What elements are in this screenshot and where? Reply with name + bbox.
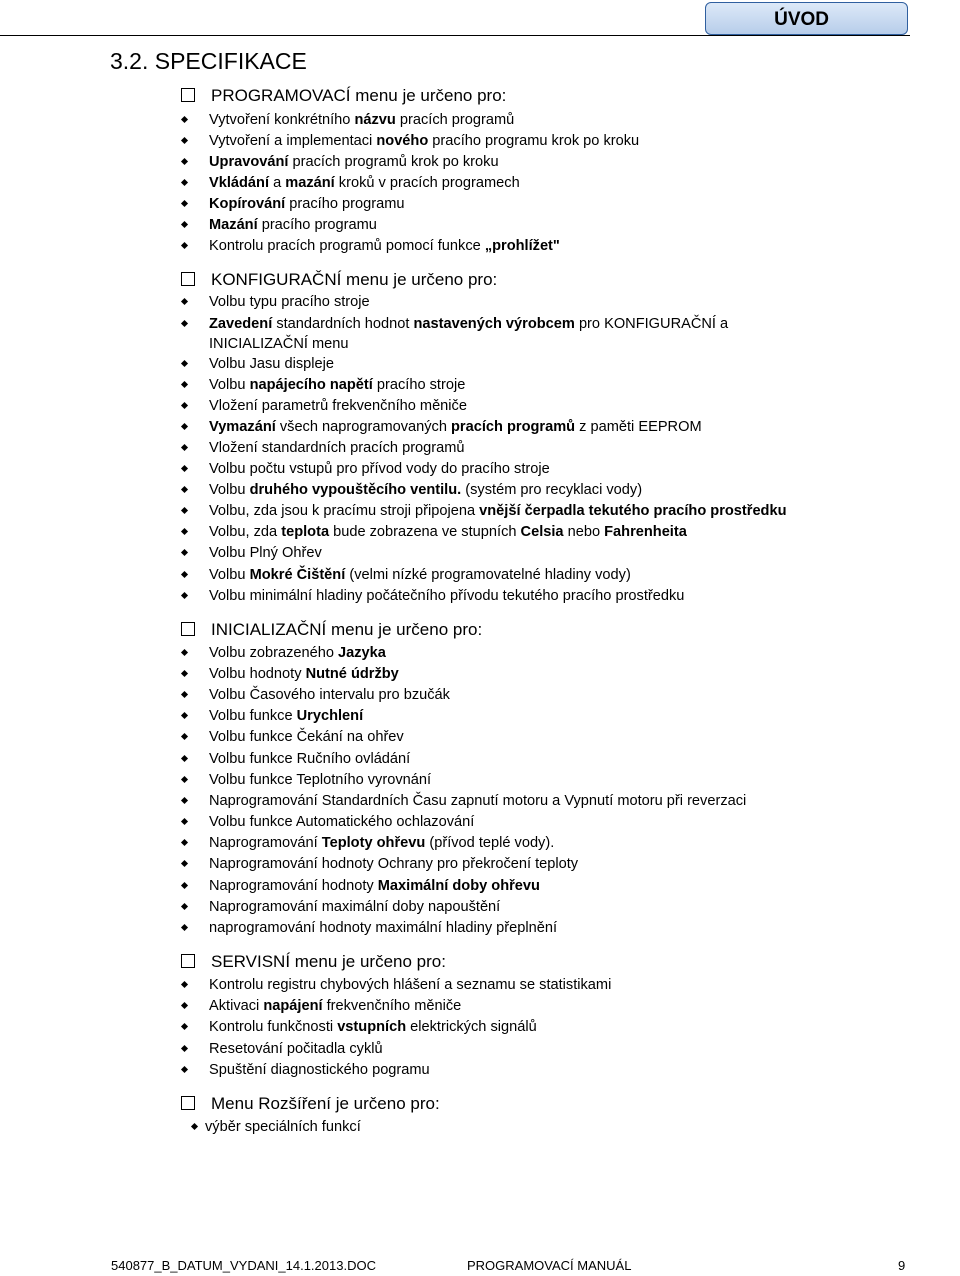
- list-item: [209, 918, 557, 938]
- footer-filename: 540877_B_DATUM_VYDANI_14.1.2013.DOC: [111, 1258, 376, 1273]
- diamond-bullet-icon: [181, 712, 188, 719]
- diamond-bullet-icon: [181, 549, 188, 556]
- text-segment: z paměti EEPROM: [575, 419, 702, 435]
- text-segment: Vložení parametrů frekvenčního měniče: [209, 398, 467, 414]
- list-item: [209, 664, 399, 684]
- text-segment: (velmi nízké programovatelné hladiny vody): [345, 567, 631, 583]
- text-segment: naprogramování hodnoty maximální hladiny přeplnění: [209, 920, 558, 936]
- checkbox-outline-icon: [181, 954, 195, 968]
- list-item: [209, 314, 728, 354]
- diamond-bullet-icon: [181, 444, 188, 451]
- diamond-bullet-icon: [181, 507, 188, 514]
- diamond-bullet-icon: [181, 116, 188, 123]
- bold-text-segment: mazání: [285, 175, 335, 191]
- list-item: [209, 1039, 383, 1059]
- text-segment: Naprogramování maximální doby napouštění: [209, 899, 501, 915]
- text-segment: pracího stroje: [372, 377, 466, 393]
- bold-text-segment: vstupních: [337, 1019, 407, 1035]
- list-item: [209, 173, 520, 193]
- diamond-bullet-icon: [181, 360, 188, 367]
- list-item: [209, 396, 467, 416]
- diamond-bullet-icon: [181, 200, 188, 207]
- diamond-bullet-icon: [181, 860, 188, 867]
- section-title-label: KONFIGURAČNÍ menu je určeno pro:: [211, 270, 498, 289]
- list-item: [209, 854, 578, 874]
- text-segment: pracího programu krok po kroku: [428, 133, 640, 149]
- section-title-rozsireni: [181, 1092, 440, 1116]
- text-segment: Volbu Plný Ohřev: [209, 545, 322, 561]
- diamond-bullet-icon: [181, 221, 188, 228]
- text-segment: (přívod teplé vody).: [425, 835, 555, 851]
- bold-text-segment: názvu: [354, 112, 396, 128]
- text-segment: Volbu funkce Automatického ochlazování: [209, 814, 475, 830]
- diamond-bullet-icon: [181, 670, 188, 677]
- text-segment: Volbu, zda jsou k pracímu stroji připojena: [209, 503, 480, 519]
- list-item: [209, 643, 386, 663]
- diamond-bullet-icon: [181, 486, 188, 493]
- list-item: [209, 706, 363, 726]
- bold-text-segment: Mazání: [209, 217, 258, 233]
- diamond-bullet-icon: [181, 465, 188, 472]
- list-item: [209, 1060, 430, 1080]
- text-segment: Volbu Časového intervalu pro bzučák: [209, 687, 450, 703]
- diamond-bullet-icon: [181, 776, 188, 783]
- section-tab-uvod: ÚVOD: [705, 2, 908, 35]
- diamond-bullet-icon: [181, 1045, 188, 1052]
- checkbox-outline-icon: [181, 88, 195, 102]
- text-segment: Volbu hodnoty: [209, 666, 306, 682]
- list-item: [209, 770, 431, 790]
- bold-text-segment: Zavedení: [209, 316, 273, 332]
- text-segment: pro KONFIGURAČNÍ a: [574, 316, 729, 332]
- text-segment: Spuštění diagnostického pogramu: [209, 1062, 430, 1078]
- checkbox-outline-icon: [181, 272, 195, 286]
- text-segment: Naprogramování: [209, 835, 322, 851]
- text-segment: Kontrolu pracích programů pomocí funkce: [209, 238, 485, 254]
- section-title-label: PROGRAMOVACÍ menu je určeno pro:: [211, 86, 507, 105]
- list-item: [209, 749, 410, 769]
- text-segment: Volbu: [209, 377, 250, 393]
- text-segment: výběr speciálních funkcí: [205, 1119, 361, 1135]
- list-item: [209, 152, 499, 172]
- text-segment: Volbu minimální hladiny počátečního přívodu tekutého pracího prostředku: [209, 588, 685, 604]
- list-item: [209, 292, 370, 312]
- section-title-programovaci: [181, 84, 506, 108]
- section-title-label: Menu Rozšíření je určeno pro:: [211, 1094, 440, 1113]
- diamond-bullet-icon: [181, 320, 188, 327]
- list-item: [209, 975, 611, 995]
- diamond-bullet-icon: [181, 839, 188, 846]
- bold-text-segment: Celsia: [520, 524, 564, 540]
- list-item: [209, 459, 550, 479]
- diamond-bullet-icon: [181, 179, 188, 186]
- diamond-bullet-icon: [181, 981, 188, 988]
- list-item-continuation: INICIALIZAČNÍ menu: [209, 336, 349, 352]
- text-segment: pracích programů: [395, 112, 515, 128]
- text-segment: Vložení standardních pracích programů: [209, 440, 465, 456]
- diamond-bullet-icon: [181, 924, 188, 931]
- section-title-label: SERVISNÍ menu je určeno pro:: [211, 952, 446, 971]
- list-item: [209, 996, 461, 1016]
- text-segment: pracích programů krok po kroku: [288, 154, 499, 170]
- list-item: [209, 131, 639, 151]
- diamond-bullet-icon: [181, 1002, 188, 1009]
- diamond-bullet-icon: [181, 691, 188, 698]
- text-segment: Volbu: [209, 482, 250, 498]
- bold-text-segment: napájení: [263, 998, 323, 1014]
- list-item: [209, 215, 377, 235]
- list-item: [209, 110, 514, 130]
- text-segment: Vytvoření konkrétního: [209, 112, 355, 128]
- diamond-bullet-icon: [181, 423, 188, 430]
- bold-text-segment: druhého vypouštěcího ventilu.: [249, 482, 462, 498]
- text-segment: (systém pro recyklaci vody): [461, 482, 643, 498]
- diamond-bullet-icon: [181, 137, 188, 144]
- list-item: [209, 833, 554, 853]
- bold-text-segment: Teploty ohřevu: [321, 835, 426, 851]
- text-segment: Volbu počtu vstupů pro přívod vody do pracího stroje: [209, 461, 550, 477]
- text-segment: bude zobrazena ve stupních: [329, 524, 521, 540]
- diamond-bullet-icon: [181, 298, 188, 305]
- diamond-bullet-icon: [181, 797, 188, 804]
- bold-text-segment: napájecího napětí: [249, 377, 373, 393]
- bold-text-segment: Vkládání: [209, 175, 270, 191]
- bold-text-segment: vnější čerpadla tekutého pracího prostředku: [479, 503, 787, 519]
- list-item: [209, 501, 787, 521]
- text-segment: Naprogramování Standardních Času zapnutí motoru a Vypnutí motoru při reverzaci: [209, 793, 747, 809]
- bold-text-segment: Nutné údržby: [305, 666, 399, 682]
- checkbox-outline-icon: [181, 622, 195, 636]
- text-segment: Aktivaci: [209, 998, 264, 1014]
- list-item: [209, 194, 404, 214]
- diamond-bullet-icon: [181, 158, 188, 165]
- list-item: [209, 375, 465, 395]
- text-segment: standardních hodnot: [272, 316, 414, 332]
- text-segment: Volbu Jasu displeje: [209, 356, 334, 372]
- list-item: [209, 438, 465, 458]
- diamond-bullet-icon: [191, 1123, 198, 1130]
- bold-text-segment: Jazyka: [338, 645, 386, 661]
- text-segment: Volbu, zda: [209, 524, 282, 540]
- list-item: [209, 876, 540, 896]
- section-title-label: INICIALIZAČNÍ menu je určeno pro:: [211, 620, 483, 639]
- diamond-bullet-icon: [181, 592, 188, 599]
- bold-text-segment: pracích programů: [451, 419, 576, 435]
- bold-text-segment: Fahrenheita: [604, 524, 687, 540]
- text-segment: Volbu zobrazeného: [209, 645, 339, 661]
- list-item: [209, 791, 746, 811]
- list-item: [209, 685, 450, 705]
- footer-page-number: 9: [898, 1258, 906, 1273]
- list-item: [205, 1117, 361, 1137]
- list-item: [209, 522, 687, 542]
- bold-text-segment: „prohlížet": [484, 238, 560, 254]
- list-item: [209, 897, 500, 917]
- text-segment: Kontrolu registru chybových hlášení a seznamu se statistikami: [209, 977, 612, 993]
- text-segment: Resetování počitadla cyklů: [209, 1041, 383, 1057]
- text-segment: kroků v pracích programech: [334, 175, 520, 191]
- text-segment: elektrických signálů: [406, 1019, 537, 1035]
- bold-text-segment: Vymazání: [209, 419, 276, 435]
- diamond-bullet-icon: [181, 1066, 188, 1073]
- text-segment: pracího programu: [285, 196, 405, 212]
- text-segment: a: [269, 175, 286, 191]
- text-segment: Volbu: [209, 567, 250, 583]
- diamond-bullet-icon: [181, 818, 188, 825]
- text-segment: Naprogramování hodnoty Ochrany pro překročení teploty: [209, 856, 579, 872]
- text-segment: všech naprogramovaných: [275, 419, 452, 435]
- bold-text-segment: Maximální doby ohřevu: [377, 878, 540, 894]
- list-item: [209, 236, 560, 256]
- page-heading: 3.2. SPECIFIKACE: [110, 48, 307, 74]
- list-item: [209, 586, 684, 606]
- checkbox-outline-icon: [181, 1096, 195, 1110]
- list-item: [209, 543, 322, 563]
- diamond-bullet-icon: [181, 402, 188, 409]
- diamond-bullet-icon: [181, 649, 188, 656]
- diamond-bullet-icon: [181, 882, 188, 889]
- bold-text-segment: nového: [376, 133, 429, 149]
- section-title-servisni: [181, 950, 446, 974]
- text-segment: pracího programu: [257, 217, 377, 233]
- bold-text-segment: Upravování: [209, 154, 289, 170]
- list-item: [209, 480, 642, 500]
- text-segment: frekvenčního měniče: [322, 998, 462, 1014]
- text-segment: Volbu funkce Čekání na ohřev: [209, 729, 404, 745]
- text-segment: Vytvoření a implementaci: [209, 133, 377, 149]
- text-segment: Naprogramování hodnoty: [209, 878, 378, 894]
- list-item: [209, 417, 702, 437]
- diamond-bullet-icon: [181, 903, 188, 910]
- text-segment: Volbu typu pracího stroje: [209, 294, 370, 310]
- diamond-bullet-icon: [181, 1023, 188, 1030]
- list-item: [209, 1017, 537, 1037]
- list-item: [209, 354, 334, 374]
- section-title-konfiguracni: [181, 268, 497, 292]
- bold-text-segment: nastavených výrobcem: [413, 316, 575, 332]
- diamond-bullet-icon: [181, 571, 188, 578]
- footer-manual-title: PROGRAMOVACÍ MANUÁL: [467, 1258, 632, 1273]
- text-segment: Kontrolu funkčnosti: [209, 1019, 338, 1035]
- diamond-bullet-icon: [181, 528, 188, 535]
- bold-text-segment: Urychlení: [296, 708, 364, 724]
- diamond-bullet-icon: [181, 755, 188, 762]
- diamond-bullet-icon: [181, 242, 188, 249]
- list-item: [209, 812, 474, 832]
- text-segment: Volbu funkce Ručního ovládání: [209, 751, 411, 767]
- bold-text-segment: Mokré Čištění: [249, 567, 346, 583]
- bold-text-segment: teplota: [281, 524, 330, 540]
- bold-text-segment: Kopírování: [209, 196, 286, 212]
- diamond-bullet-icon: [181, 733, 188, 740]
- list-item: [209, 565, 631, 585]
- text-segment: Volbu funkce Teplotního vyrovnání: [209, 772, 432, 788]
- list-item: [209, 727, 404, 747]
- text-segment: Volbu funkce: [209, 708, 297, 724]
- diamond-bullet-icon: [181, 381, 188, 388]
- text-segment: nebo: [563, 524, 605, 540]
- header-rule: [0, 35, 910, 36]
- section-title-inicializacni: [181, 618, 482, 642]
